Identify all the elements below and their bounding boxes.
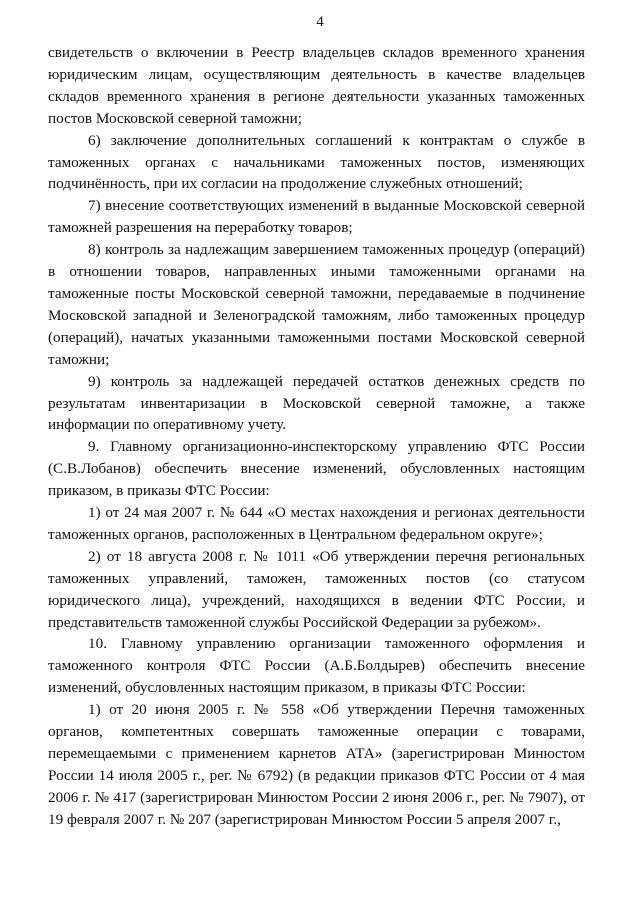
paragraph-continuation: свидетельств о включении в Реестр владельцев складов временного хранения юридическим лицам, осуществляющим деятельность в качестве владельцев складов временного хранения в регионе деятельности указанных таможенных постов Московской северной таможни; <box>48 44 585 127</box>
page-number: 4 <box>316 14 324 30</box>
paragraph-item-7: 7) внесение соответствующих изменений в выданные Московской северной таможней разрешения на переработку товаров; <box>48 197 585 237</box>
paragraph-item-8: 8) контроль за надлежащим завершением таможенных процедур (операций) в отношении товаров, направленных иными таможенными органами на таможенные посты Московской северной таможни, передаваемые в подчинение Московской западной и Зеленоградской таможням, либо таможенных процедур (операций), начатых указанными таможенными постами Московской северной таможни; <box>48 241 585 368</box>
paragraph-section-9: 9. Главному организационно-инспекторскому управлению ФТС России (С.В.Лобанов) обеспечить внесение изменений, обусловленных настоящим приказом, в приказы ФТС России: <box>48 438 585 500</box>
paragraph-item-6: 6) заключение дополнительных соглашений к контрактам о службе в таможенных органах с начальниками таможенных постов, изменяющих подчинённость, при их согласии на продолжение служебных отношений; <box>48 131 585 193</box>
document-body <box>48 42 585 831</box>
paragraph-section-10-item-1: 1) от 20 июня 2005 г. № 558 «Об утверждении Перечня таможенных органов, компетентных совершать таможенные операции с товарами, перемещаемыми с применением карнетов АТА» (зарегистрирован Минюстом России 14 июля 2005 г., рег. № 6792) (в редакции приказов ФТС России от 4 мая 2006 г. № 417 (зарегистрирован Минюстом России 2 июня 2006 г., рег. № 7907), от 19 февраля 2007 г. № 207 (зарегистрирован Минюстом России 5 апреля 2007 г., <box>48 701 585 828</box>
paragraph-section-10: 10. Главному управлению организации таможенного оформления и таможенного контроля ФТС России (А.Б.Болдырев) обеспечить внесение изменений, обусловленных настоящим приказом, в приказы ФТС России: <box>48 635 585 697</box>
paragraph-item-9: 9) контроль за надлежащей передачей остатков денежных средств по результатам инвентаризации в Московской северной таможне, а также информации по оперативному учету. <box>48 372 585 434</box>
paragraph-section-9-item-2: 2) от 18 августа 2008 г. № 1011 «Об утверждении перечня региональных таможенных управлений, таможен, таможенных постов (со статусом юридического лица), учреждений, находящихся в ведении ФТС России, и представительств таможенной службы Российской Федерации за рубежом». <box>48 547 585 631</box>
paragraph-section-9-item-1: 1) от 24 мая 2007 г. № 644 «О местах нахождения и регионах деятельности таможенных органов, расположенных в Центральном федеральном округе»; <box>48 504 585 543</box>
